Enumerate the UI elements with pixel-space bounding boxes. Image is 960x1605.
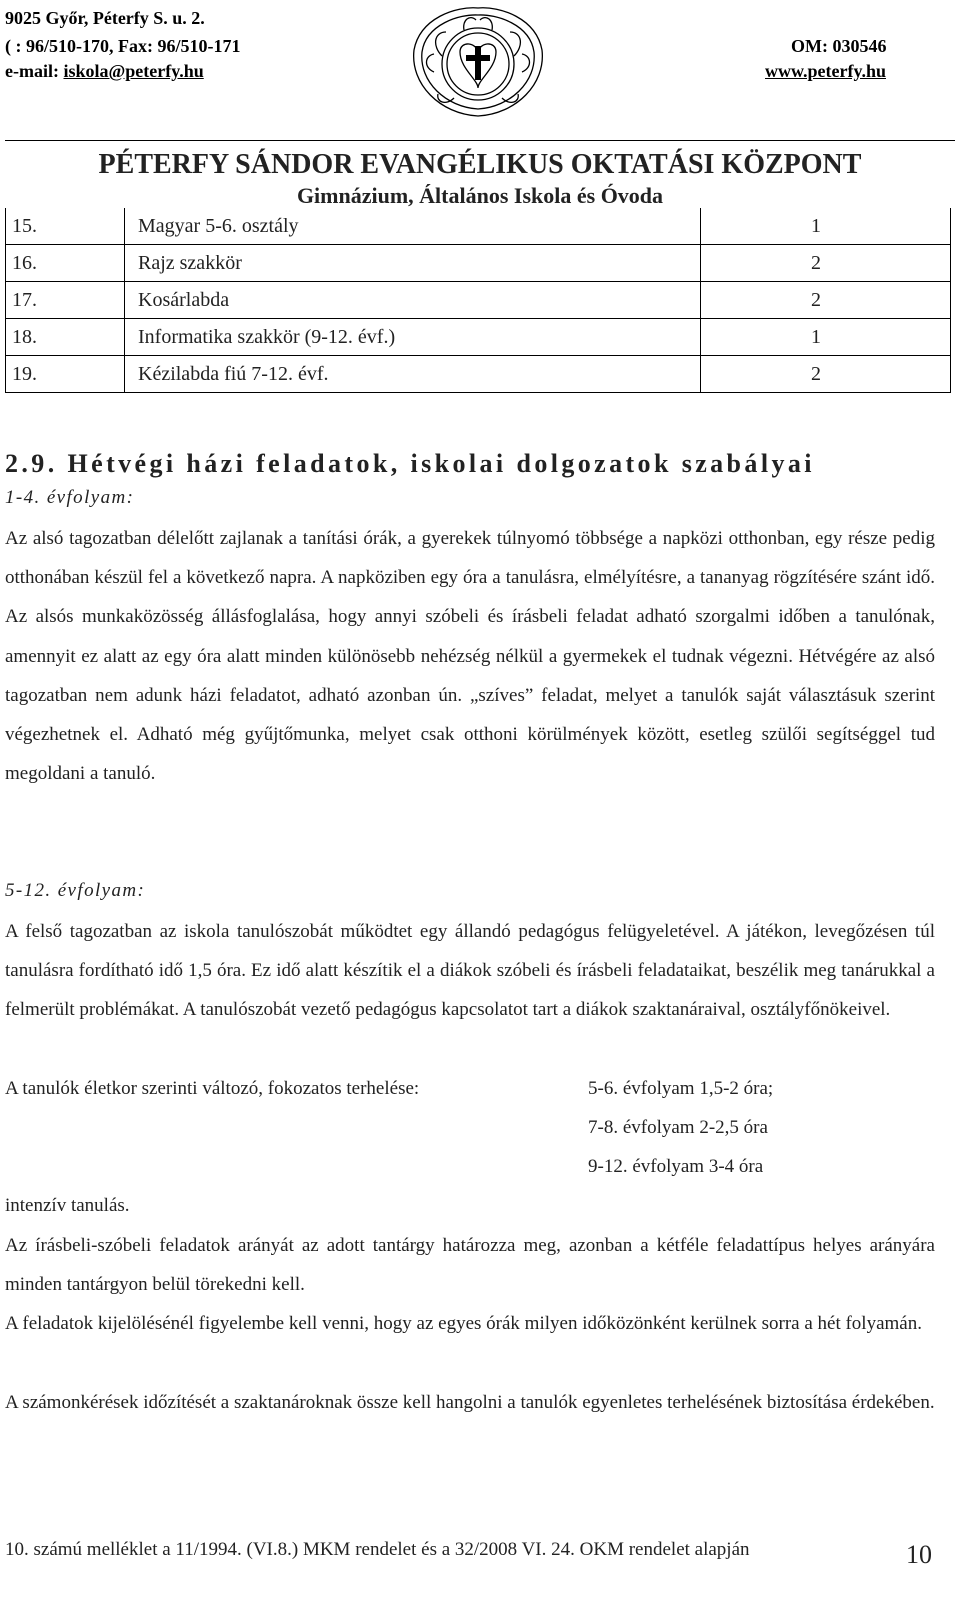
club-table [5,208,951,393]
row-number: 15. [6,208,125,245]
load-item: 9-12. évfolyam 3-4 óra [588,1156,764,1177]
page-number: 10 [906,1540,932,1569]
intensive-line: intenzív tanulás. [5,1195,130,1216]
row-name: Magyar 5-6. osztály [125,208,701,245]
row-count: 1 [701,319,951,356]
website-link[interactable]: www.peterfy.hu [765,61,886,81]
row-number: 17. [6,282,125,319]
school-address: 9025 Győr, Péterfy S. u. 2. [5,8,205,28]
load-item: 5-6. évfolyam 1,5-2 óra; [588,1078,774,1099]
written-oral-paragraph: Az írásbeli-szóbeli feladatok arányát az adott tantárgy határozza meg, azonban a kétféle feladattípus helyes arányára minden tantárgyon belül törekedni kell. [5,1235,935,1296]
section-title: 2.9. Hétvégi házi feladatok, iskolai dolgozatok szabályai [5,449,815,478]
table-row [6,356,951,393]
header-rule [5,140,955,141]
row-name: Kézilabda fiú 7-12. évf. [125,356,701,393]
table-row [6,208,951,245]
school-phone: ( : 96/510-170, Fax: 96/510-171 [5,36,241,56]
table-row [6,319,951,356]
table-row [6,282,951,319]
row-number: 19. [6,356,125,393]
row-number: 18. [6,319,125,356]
row-number: 16. [6,245,125,282]
school-email [5,60,204,82]
school-subtitle: Gimnázium, Általános Iskola és Óvoda [296,183,664,208]
table-row [6,245,951,282]
row-count: 2 [701,245,951,282]
email-label: e-mail: [5,61,64,81]
row-count: 2 [701,282,951,319]
row-name: Kosárlabda [125,282,701,319]
assignment-paragraph: A feladatok kijelölésénél figyelembe kell venni, hogy az egyes órák milyen időközönként kerülnek sorra a hét folyamán. [5,1313,922,1334]
row-name: Informatika szakkör (9-12. évf.) [125,319,701,356]
school-name: PÉTERFY SÁNDOR EVANGÉLIKUS OKTATÁSI KÖZPONT [98,149,862,180]
row-name: Rajz szakkör [125,245,701,282]
om-code: OM: 030546 [791,36,887,56]
timing-paragraph: A számonkérések időzítését a szaktanároknak össze kell hangolni a tanulók egyenletes terhelésének biztosítása érdekében. [5,1392,935,1413]
row-count: 2 [701,356,951,393]
footer-text: 10. számú melléklet a 11/1994. (VI.8.) MKM rendelet és a 32/2008 VI. 24. OKM rendelet alapján [5,1539,750,1560]
load-label: A tanulók életkor szerinti változó, fokozatos terhelése: [5,1078,420,1099]
upper-grade-heading: 5-12. évfolyam: [5,880,146,901]
lower-grade-paragraph: Az alsó tagozatban délelőtt zajlanak a tanítási órák, a gyerekek túlnyomó többsége a napközi otthonban, egy része pedig otthonában készül fel a következő napra. A napköziben egy óra a tanulásra, elmélyítésre, a tananyag rögzítésére szánt idő. Az alsós munkaközösség állásfoglalása, hogy annyi szóbeli és írásbeli feladat adható szorgalmi időben a tanulónak, amennyit ez alatt az egy óra alatt minden különösebb nehézség nélkül a gyermekek el tudnak végezni. Hétvégére az alsó tagozatban nem adunk házi feladatot, adható azonban ún. „szíves” feladat, melyet a tanulók saját választásuk szerint végezhetnek el. Adható még gyűjtőmunka, melyet csak otthoni körülmények között, esetleg szülői segítséggel tud megoldani a tanuló. [5,528,935,785]
load-item: 7-8. évfolyam 2-2,5 óra [588,1117,768,1138]
lower-grade-heading: 1-4. évfolyam: [5,487,135,508]
email-link[interactable]: iskola@peterfy.hu [63,61,204,81]
luther-rose-emblem-icon [404,2,552,120]
row-count: 1 [701,208,951,245]
upper-grade-paragraph: A felső tagozatban az iskola tanulószobát működtet egy állandó pedagógus felügyeletével. A játékon, levegőzésen túl tanulásra fordítható idő 1,5 óra. Ez idő alatt készítik el a diákok szóbeli és írásbeli feladataikat, beszélik meg tanárukkal a felmerült problémákat. A tanulószobát vezető pedagógus kapcsolatot tart a diákok szaktanáraival, osztályfőnökeivel. [5,921,935,1021]
